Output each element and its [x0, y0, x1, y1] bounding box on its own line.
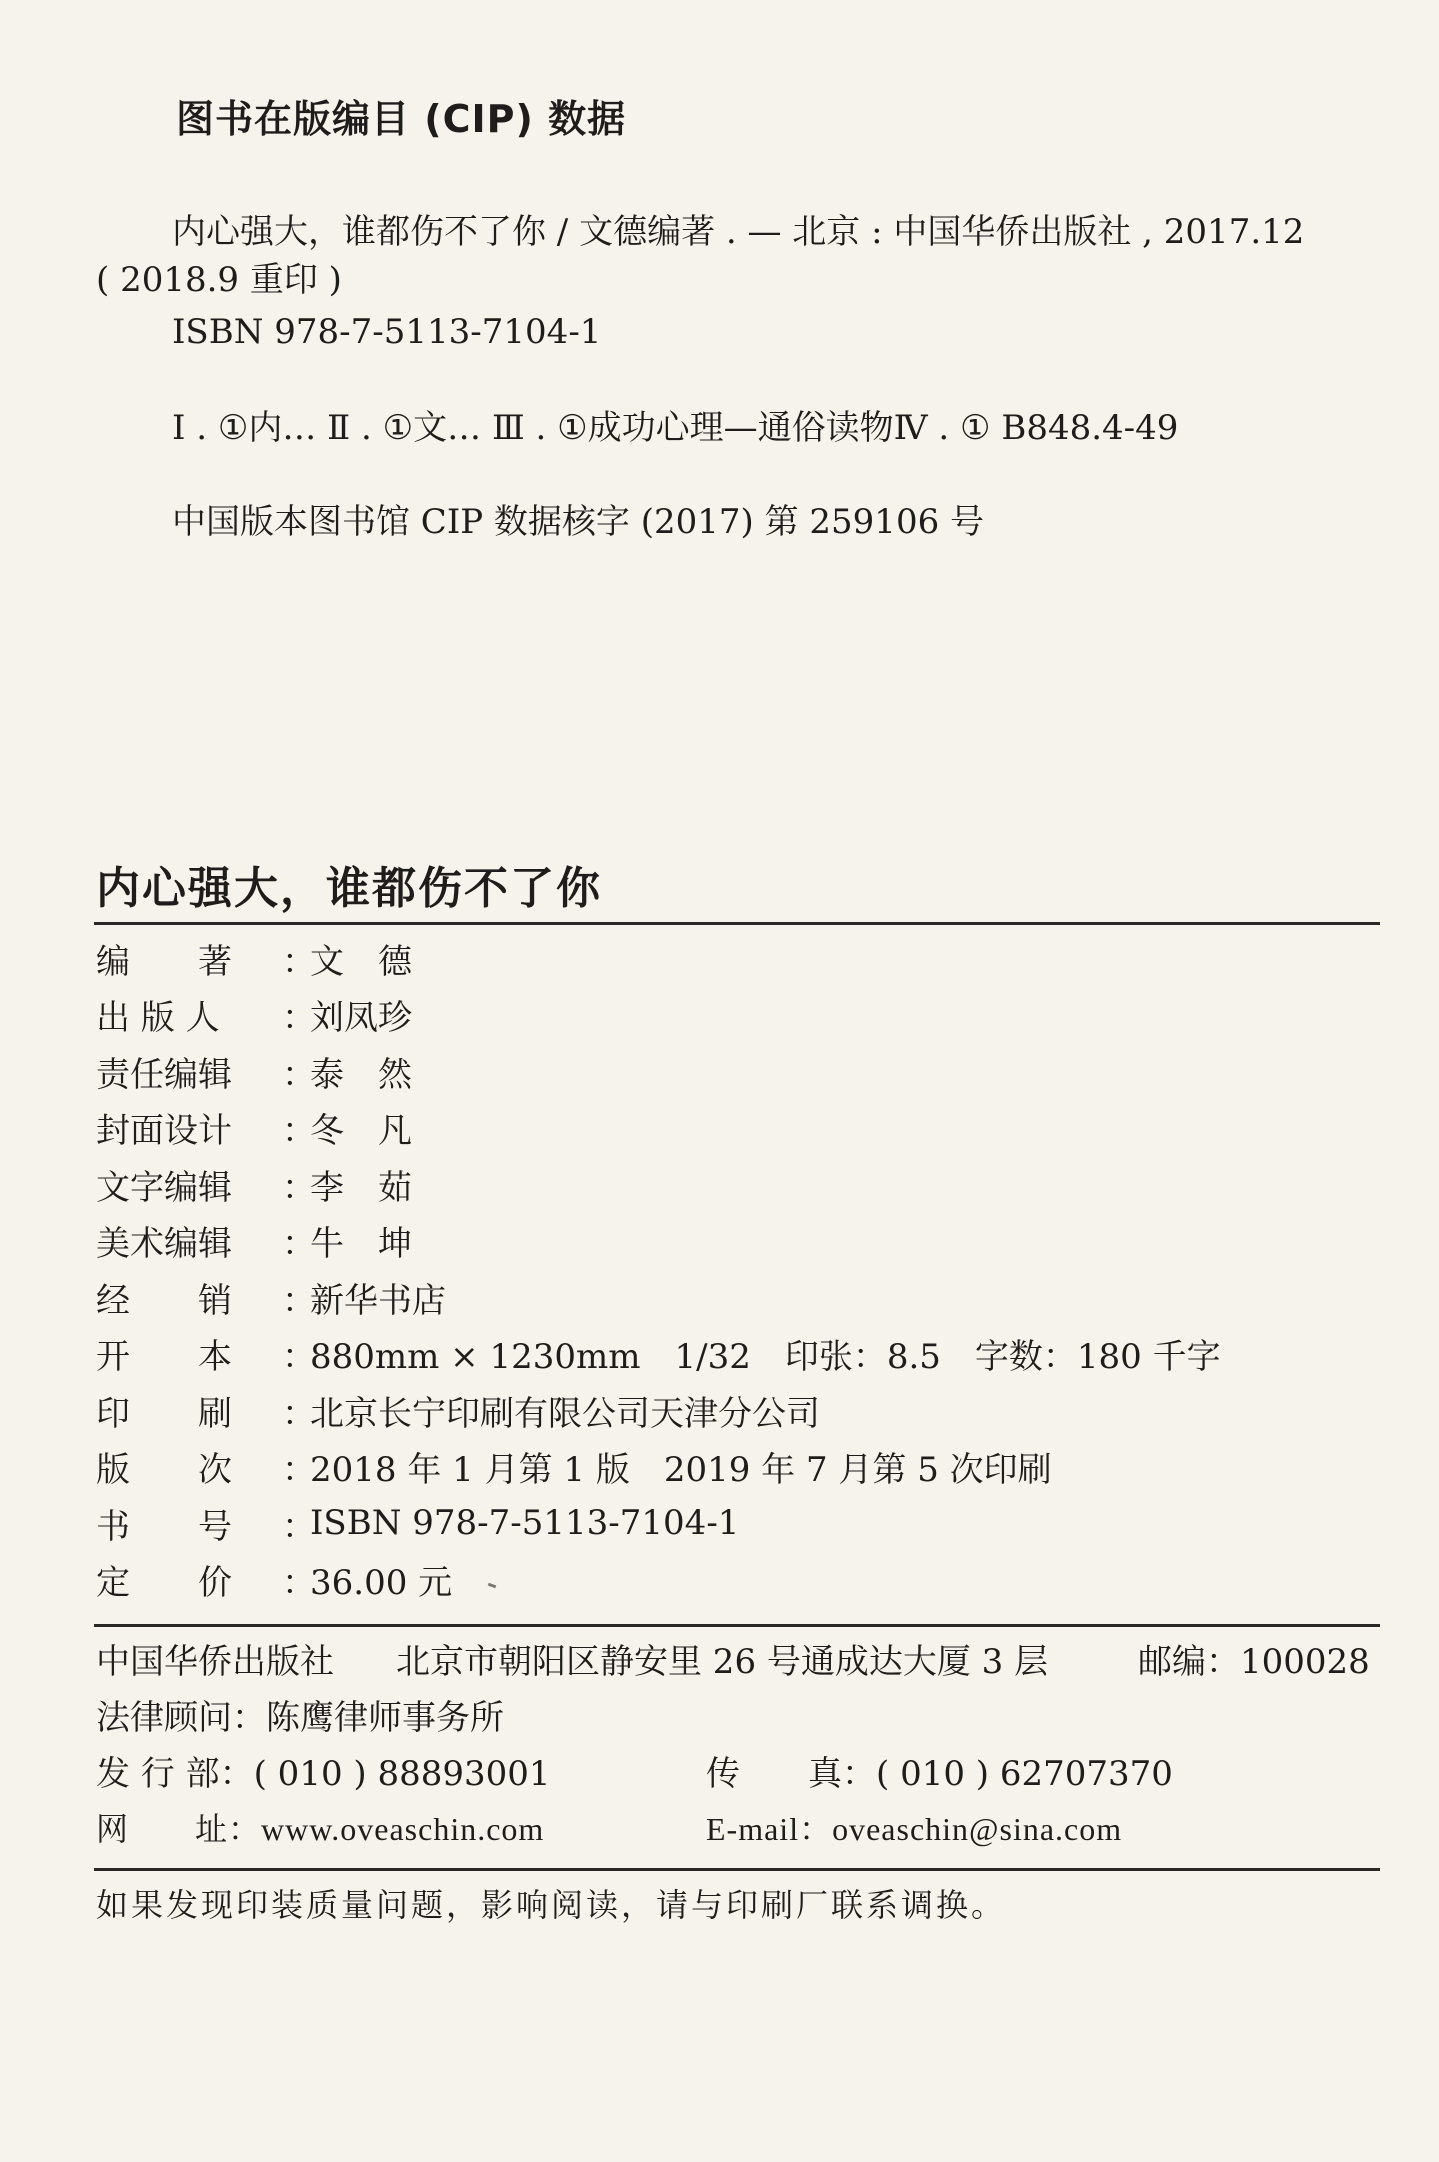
credit-value: 刘凤珍: [310, 998, 412, 1039]
credit-value: ISBN 978-7-5113-7104-1: [310, 1503, 740, 1544]
credit-value: 泰 然: [310, 1054, 412, 1095]
credit-value: 文 德: [310, 941, 412, 982]
sales-dept-phone: 发 行 部：( 010 ) 88893001: [96, 1754, 551, 1794]
credits-list: [96, 930, 1356, 1608]
credit-label: 开 本: [96, 1337, 232, 1378]
fax-number: 传 真：( 010 ) 62707370: [706, 1754, 1173, 1794]
publisher-name: 中国华侨出版社: [96, 1642, 334, 1682]
credit-row: 美术编辑 ： 牛 坤: [96, 1213, 1356, 1270]
credit-label: 编 著: [96, 941, 232, 982]
credit-row: 开 本 ： 880mm × 1230mm 1/32 印张：8.5 字数：180 千字: [96, 1326, 1356, 1383]
cip-check-number: 中国版本图书馆 CIP 数据核字 (2017) 第 259106 号: [172, 502, 985, 542]
divider-rule: [94, 1624, 1380, 1627]
credit-value: 36.00 元: [310, 1563, 453, 1604]
credit-value: 北京长宁印刷有限公司天津分公司: [310, 1393, 820, 1434]
cip-title: 图书在版编目 (CIP) 数据: [176, 97, 627, 141]
credit-value: 冬 凡: [310, 1111, 412, 1152]
credit-label: 定 价: [96, 1563, 232, 1604]
credit-value: 新华书店: [310, 1280, 446, 1321]
credit-value: 880mm × 1230mm 1/32 印张：8.5 字数：180 千字: [310, 1337, 1221, 1378]
credit-label: 版 次: [96, 1450, 232, 1491]
divider-rule: [94, 922, 1380, 925]
credit-row: 出 版 人 ： 刘凤珍: [96, 987, 1356, 1044]
credit-row: 封面设计 ： 冬 凡: [96, 1100, 1356, 1157]
quality-notice: 如果发现印装质量问题，影响阅读，请与印刷厂联系调换。: [96, 1886, 1007, 1924]
credit-label: 出 版 人: [96, 998, 220, 1039]
credit-label: 责任编辑: [96, 1054, 232, 1095]
credit-row: 版 次 ： 2018 年 1 月第 1 版 2019 年 7 月第 5 次印刷: [96, 1439, 1356, 1496]
divider-rule: [94, 1868, 1380, 1871]
email: E-mail：oveaschin@sina.com: [706, 1811, 1123, 1847]
cip-reprint-line: ( 2018.9 重印 ): [96, 260, 342, 300]
credit-row: 定 价 ： 36.00 元: [96, 1552, 1356, 1609]
cip-classification: Ⅰ . ①内… Ⅱ . ①文… Ⅲ . ①成功心理—通俗读物Ⅳ . ① B848.4-49: [172, 408, 1179, 448]
publisher-postcode: 邮编：100028: [1138, 1642, 1370, 1682]
credit-label: 美术编辑: [96, 1224, 232, 1265]
legal-advisor: 法律顾问：陈鹰律师事务所: [96, 1698, 504, 1738]
website: 网 址：www.oveaschin.com: [96, 1811, 545, 1847]
credit-label: 经 销: [96, 1280, 232, 1321]
credit-value: 牛 坤: [310, 1224, 412, 1265]
credit-label: 封面设计: [96, 1111, 232, 1152]
book-title: 内心强大，谁都伤不了你: [96, 863, 602, 914]
credit-label: 印 刷: [96, 1393, 232, 1434]
credit-label: 文字编辑: [96, 1167, 232, 1208]
credit-row: 经 销 ： 新华书店: [96, 1269, 1356, 1326]
credit-value: 李 茹: [310, 1167, 412, 1208]
credit-row: 印 刷 ： 北京长宁印刷有限公司天津分公司: [96, 1382, 1356, 1439]
credit-label: 书 号: [96, 1506, 232, 1547]
cip-isbn: ISBN 978-7-5113-7104-1: [172, 312, 602, 352]
cip-bibliographic-line: 内心强大，谁都伤不了你 / 文德编著 . — 北京 : 中国华侨出版社 , 2017.12: [172, 212, 1305, 252]
credit-row: 文字编辑 ： 李 茹: [96, 1156, 1356, 1213]
credit-row: 书 号 ： ISBN 978-7-5113-7104-1: [96, 1495, 1356, 1552]
publisher-address: 北京市朝阳区静安里 26 号通成达大厦 3 层: [396, 1642, 1049, 1682]
credit-value: 2018 年 1 月第 1 版 2019 年 7 月第 5 次印刷: [310, 1450, 1052, 1491]
credit-row: 责任编辑 ： 泰 然: [96, 1043, 1356, 1100]
credit-row: 编 著 ： 文 德: [96, 930, 1356, 987]
